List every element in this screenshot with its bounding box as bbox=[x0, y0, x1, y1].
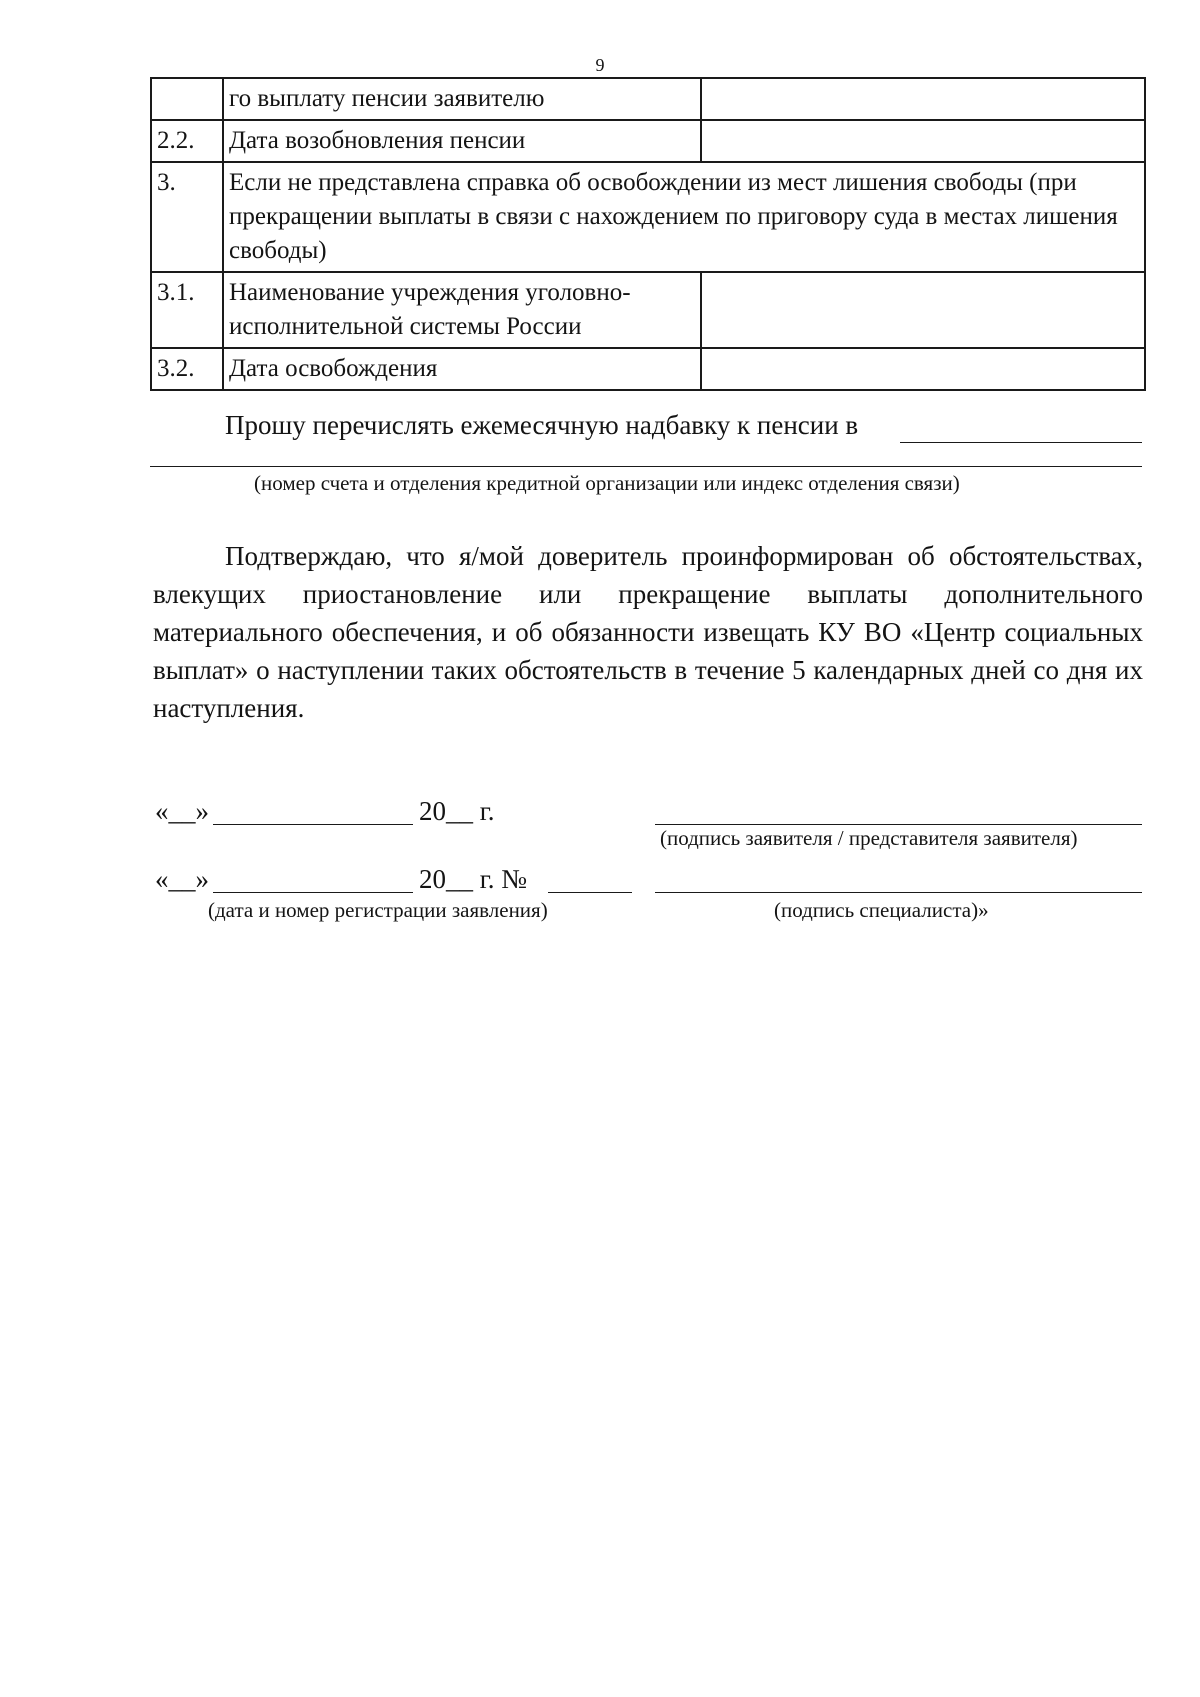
registration-month-field[interactable] bbox=[213, 868, 413, 893]
registration-number-field[interactable] bbox=[548, 868, 632, 893]
row-label: Если не представлена справка об освобождении из мест лишения свободы (при прекращении выплаты в связи с нахождением по приговору суда в местах лишения свободы) bbox=[223, 162, 1145, 272]
table-row bbox=[151, 162, 1145, 272]
confirmation-paragraph: Подтверждаю, что я/мой доверитель проинформирован об обстоятельствах, влекущих приостановление или прекращение выплаты дополнительного материального обеспечения, и об обязанности извещать КУ ВО «Центр социальных выплат» о наступлении таких обстоятельств в течение 5 календарных дней со дня их наступления. bbox=[153, 541, 1143, 723]
specialist-signature-caption: (подпись специалиста)» bbox=[774, 898, 989, 922]
table-row bbox=[151, 78, 1145, 120]
row-value-field[interactable] bbox=[701, 120, 1145, 162]
table-row bbox=[151, 348, 1145, 390]
row-value-field[interactable] bbox=[701, 348, 1145, 390]
row-label: го выплату пенсии заявителю bbox=[223, 78, 701, 120]
row-number: 3.2. bbox=[151, 348, 223, 390]
row-label: Наименование учреждения уголовно-исполнительной системы России bbox=[223, 272, 701, 348]
applicant-signature-field[interactable] bbox=[655, 800, 1142, 825]
row-label: Дата освобождения bbox=[223, 348, 701, 390]
page-number: 9 bbox=[595, 55, 605, 75]
applicant-signature-caption: (подпись заявителя / представителя заявителя) bbox=[660, 826, 1078, 850]
account-number-field-continued[interactable] bbox=[150, 446, 1142, 467]
row-number bbox=[151, 78, 223, 120]
table-row bbox=[151, 120, 1145, 162]
registration-year-number: 20__ г. № bbox=[419, 864, 528, 894]
account-caption: (номер счета и отделения кредитной организации или индекс отделения связи) bbox=[254, 471, 960, 495]
registration-day: «__» bbox=[155, 864, 209, 894]
account-number-field[interactable] bbox=[900, 414, 1142, 443]
row-number: 3. bbox=[151, 162, 223, 272]
date-day: «__» bbox=[155, 796, 209, 826]
row-number: 3.1. bbox=[151, 272, 223, 348]
row-number: 2.2. bbox=[151, 120, 223, 162]
registration-caption: (дата и номер регистрации заявления) bbox=[208, 898, 548, 922]
row-value-field[interactable] bbox=[701, 272, 1145, 348]
row-label: Дата возобновления пенсии bbox=[223, 120, 701, 162]
form-table bbox=[150, 77, 1146, 391]
date-year: 20__ г. bbox=[419, 796, 495, 826]
row-value-field[interactable] bbox=[701, 78, 1145, 120]
date-month-field[interactable] bbox=[213, 800, 413, 825]
specialist-signature-field[interactable] bbox=[655, 868, 1142, 893]
table-row bbox=[151, 272, 1145, 348]
payment-request-text: Прошу перечислять ежемесячную надбавку к пенсии в bbox=[225, 410, 859, 440]
